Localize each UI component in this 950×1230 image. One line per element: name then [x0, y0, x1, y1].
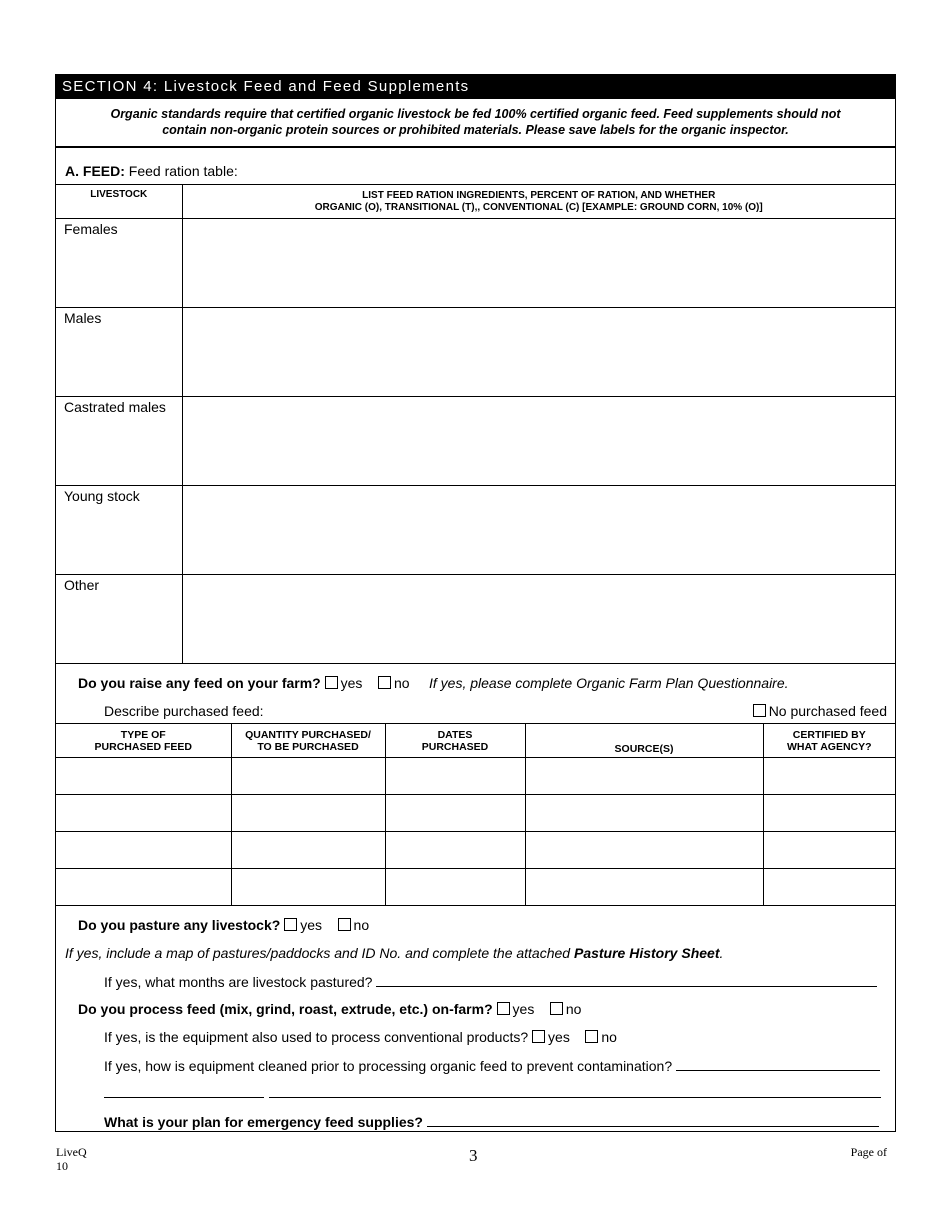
col-quantity-line-2: TO BE PURCHASED: [257, 740, 359, 753]
table-cell[interactable]: [231, 869, 385, 906]
table-cell[interactable]: [385, 795, 525, 832]
col-quantity-line-1: QUANTITY PURCHASED/: [245, 728, 371, 741]
table-cell[interactable]: [56, 795, 231, 832]
feed-entry-cell[interactable]: [182, 219, 895, 308]
feed-heading: [65, 163, 238, 179]
table-cell[interactable]: [231, 832, 385, 869]
table-cell[interactable]: [385, 758, 525, 795]
process-no-checkbox[interactable]: [550, 1002, 563, 1015]
table-row: [56, 795, 895, 832]
process-yes-label: yes: [512, 1001, 535, 1017]
table-row: [56, 869, 895, 906]
emergency-field[interactable]: [427, 1113, 879, 1127]
livestock-label: Castrated males: [56, 397, 182, 486]
pasture-note: [65, 945, 723, 961]
table-cell[interactable]: [525, 832, 763, 869]
col-certified-line-1: CERTIFIED BY: [792, 728, 866, 741]
cleaning-label: If yes, how is equipment cleaned prior to processing organic feed to prevent contamination?: [104, 1058, 673, 1074]
col-type-line-2: PURCHASED FEED: [94, 740, 192, 753]
table-cell[interactable]: [56, 832, 231, 869]
table-cell[interactable]: [763, 758, 895, 795]
table-cell[interactable]: [56, 869, 231, 906]
table-cell[interactable]: [763, 832, 895, 869]
pasture-history-sheet: Pasture History Sheet: [573, 945, 720, 961]
equipment-yes-label: yes: [548, 1029, 570, 1045]
process-yes-checkbox[interactable]: [497, 1002, 510, 1015]
col-dates: [385, 724, 525, 758]
table-cell[interactable]: [763, 869, 895, 906]
table-cell[interactable]: [231, 758, 385, 795]
feed-entry-cell[interactable]: [182, 575, 895, 664]
livestock-label: Males: [56, 308, 182, 397]
emergency-question: [104, 1113, 879, 1130]
pasture-note-suffix: .: [719, 945, 724, 961]
equipment-label: If yes, is the equipment also used to process conventional products?: [104, 1029, 529, 1045]
cleaning-field-line-2b[interactable]: [269, 1097, 881, 1098]
col-feed-list: [182, 185, 895, 219]
footer-left-1: LiveQ: [56, 1145, 87, 1159]
col-dates-line-1: DATES: [437, 728, 473, 741]
cleaning-field[interactable]: [676, 1057, 880, 1071]
no-purchased-checkbox[interactable]: [753, 704, 766, 717]
table-cell[interactable]: [385, 869, 525, 906]
footer-code: [56, 1145, 87, 1173]
col-certified: [763, 724, 895, 758]
livestock-label: Young stock: [56, 486, 182, 575]
raise-feed-label: Do you raise any feed on your farm?: [78, 675, 321, 691]
table-row: [56, 308, 895, 397]
feed-entry-cell[interactable]: [182, 397, 895, 486]
col-livestock: LIVESTOCK: [56, 185, 182, 219]
raise-feed-yes-checkbox[interactable]: [325, 676, 338, 689]
table-cell[interactable]: [525, 869, 763, 906]
col-dates-line-2: PURCHASED: [421, 740, 489, 753]
feed-entry-cell[interactable]: [182, 486, 895, 575]
process-question: [78, 1001, 581, 1017]
section-4-form: [55, 74, 896, 1132]
raise-feed-note: If yes, please complete Organic Farm Plan Questionnaire.: [429, 675, 789, 691]
describe-purchased-label: Describe purchased feed:: [104, 703, 264, 719]
col-type: [56, 724, 231, 758]
table-cell[interactable]: [763, 795, 895, 832]
pasture-note-prefix: If yes, include a map of pastures/paddocks and ID No. and complete the attached: [65, 945, 574, 961]
table-row: [56, 575, 895, 664]
table-cell[interactable]: [231, 795, 385, 832]
feed-ration-table: [56, 184, 895, 664]
table-cell[interactable]: [385, 832, 525, 869]
col-sources-label: SOURCE(S): [614, 743, 674, 755]
equipment-question: [104, 1029, 617, 1045]
table-cell[interactable]: [525, 758, 763, 795]
table-row: [56, 486, 895, 575]
no-purchased-label: No purchased feed: [768, 703, 887, 719]
process-label: Do you process feed (mix, grind, roast, extrude, etc.) on-farm?: [78, 1001, 493, 1017]
pasture-no-checkbox[interactable]: [338, 918, 351, 931]
no-purchased-option: [753, 703, 887, 719]
equipment-no-checkbox[interactable]: [585, 1030, 598, 1043]
livestock-label: Other: [56, 575, 182, 664]
intro-line-2: contain non-organic protein sources or prohibited materials. Please save labels for the organic inspector.: [162, 123, 789, 137]
pasture-question: [78, 917, 369, 933]
col-feed-list-line-1: LIST FEED RATION INGREDIENTS, PERCENT OF RATION, AND WHETHER: [362, 189, 716, 201]
col-feed-list-line-2: ORGANIC (O), TRANSITIONAL (T),, CONVENTIONAL (C) [EXAMPLE: GROUND CORN, 10% (O)]: [314, 201, 763, 213]
raise-feed-no-checkbox[interactable]: [378, 676, 391, 689]
pasture-no-label: no: [353, 917, 370, 933]
feed-entry-cell[interactable]: [182, 308, 895, 397]
pasture-months-field[interactable]: [376, 973, 877, 987]
table-row: [56, 219, 895, 308]
purchased-feed-table: [56, 723, 895, 906]
feed-label: A. FEED:: [65, 163, 125, 179]
livestock-label: Females: [56, 219, 182, 308]
intro-line-1: Organic standards require that certified organic livestock be fed 100% certified organic feed. Feed supplements should not: [110, 107, 841, 121]
raise-feed-no-label: no: [393, 675, 410, 691]
emergency-label: What is your plan for emergency feed supplies?: [104, 1114, 423, 1130]
footer-left-2: 10: [56, 1159, 68, 1173]
table-cell[interactable]: [525, 795, 763, 832]
raise-feed-question: [78, 675, 789, 691]
col-type-line-1: TYPE OF: [120, 728, 166, 741]
pasture-yes-label: yes: [300, 917, 322, 933]
page-number: 3: [469, 1146, 478, 1165]
table-row: [56, 758, 895, 795]
purchased-table-header: [56, 724, 895, 758]
pasture-yes-checkbox[interactable]: [284, 918, 297, 931]
equipment-no-label: no: [601, 1029, 617, 1045]
col-certified-line-2: WHAT AGENCY?: [786, 740, 872, 753]
raise-feed-yes-label: yes: [340, 675, 363, 691]
pasture-months-question: [104, 973, 877, 990]
pasture-label: Do you pasture any livestock?: [78, 917, 281, 933]
cleaning-question: [104, 1057, 880, 1074]
cleaning-field-line-2a[interactable]: [104, 1097, 264, 1098]
table-cell[interactable]: [56, 758, 231, 795]
divider: [56, 147, 895, 148]
intro-text: [56, 99, 895, 147]
process-no-label: no: [565, 1001, 582, 1017]
equipment-yes-checkbox[interactable]: [532, 1030, 545, 1043]
col-quantity: [231, 724, 385, 758]
page-of: Page of: [850, 1145, 887, 1159]
pasture-months-label: If yes, what months are livestock pastured?: [104, 974, 373, 990]
table-row: [56, 832, 895, 869]
table-row: [56, 397, 895, 486]
section-header: SECTION 4: Livestock Feed and Feed Supplements: [56, 75, 895, 99]
col-sources: [525, 724, 763, 758]
feed-table-header: [56, 185, 895, 219]
feed-sublabel: Feed ration table:: [128, 163, 238, 179]
